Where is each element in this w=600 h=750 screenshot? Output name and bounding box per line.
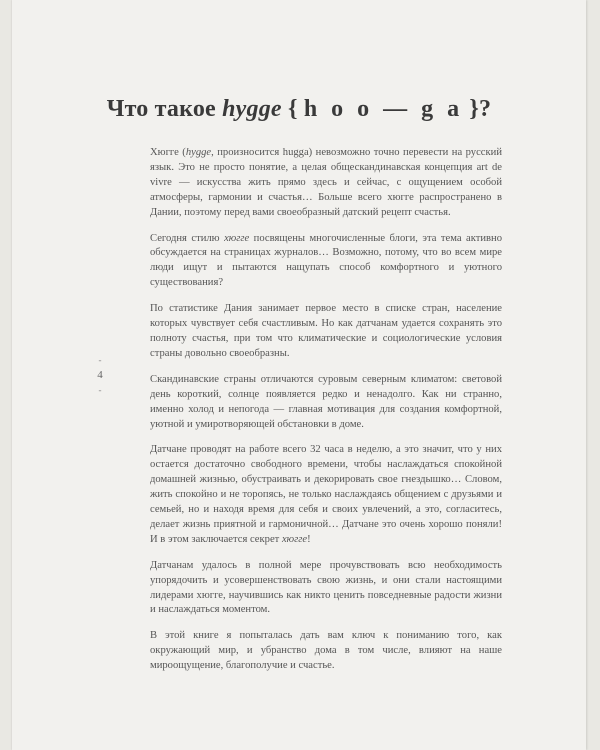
paragraph-italic-word: хюгге [224,232,250,244]
book-page [12,0,586,750]
paragraph [150,443,502,547]
page-number [93,356,107,400]
paragraph [150,302,502,362]
body-text [150,146,502,674]
paragraph [150,146,502,221]
paragraph [150,232,502,292]
title-word-hygge: hygge [222,96,282,123]
paragraph-text-continued: посвящены многочисленные блоги, эта тема активно обсуждается на страницах журналов… Возможно, потому, что во всем мире люди ищут и пытаются нащупать способ комфортного и уютного существования? [150,232,502,289]
title-pronunciation: h o o — g a [303,96,464,123]
paragraph-text: Скандинавские страны отличаются суровым северным климатом: световой день короткий, солнце появляется редко и ненадолго. Как ни странно, именно холод и непогода — главная мотивация для создания комфортной, уютной и умиротворяющей обстановки в доме. [150,373,502,430]
paragraph-text: В этой книге я попыталась дать вам ключ к пониманию того, как окружающий мир, и убранство дома в том числе, влияют на наше мироощущение, благополучие и счастье. [150,630,502,672]
paragraph-text: По статистике Дания занимает первое место в списке стран, население которых чувствует себя счастливым. Но как датчанам удается сохранять это полноту счастья, при том что климатические и социологические условия страны довольно своеобразны. [150,303,502,359]
paragraph-text: Сегодня стилю [150,232,225,244]
title-close-brace: }? [463,96,492,123]
paragraph-italic-word: хюгге [281,533,308,545]
page-number-dash-top: - [98,355,102,365]
paragraph [150,373,502,433]
page-title [12,96,586,123]
page-number-dash-bottom: - [98,385,102,395]
title-open-brace: { [281,96,304,123]
paragraph-text-continued: , произносится hugga) невозможно точно перевести на русский язык. Это не просто понятие, а целая общескандинавская концепция art de vivre — искусства жить прямо здесь и сейчас, с ощущением особой атмосферы, гармонии и счастья… Больше всего хюгге распространено в Дании, поэтому перед вами своеобразный датский рецепт счастья. [150,147,502,218]
paragraph-text-continued: ! [307,533,311,545]
paragraph-text: Датчанам удалось в полной мере прочувствовать всю необходимость упорядочить и усовершенствовать свою жизнь, и они стали настоящими лидерами хюгге, научившись как никто ценить повседневные радости жизни и наслаждаться моментом. [150,559,502,616]
paragraph-text: Хюгге ( [150,147,186,158]
paragraph-italic-word: hygge [185,147,212,158]
paragraph [150,559,502,619]
page-number-value: 4 [97,369,103,381]
paragraph-text: Датчане проводят на работе всего 32 часа в неделю, а это значит, что у них остается достаточно свободного времени, чтобы наслаждаться спокойной домашней жизнью, обустраивать и декорировать свое гнездышко… Словом, жить спокойно и не торопясь, не только наслаждаясь общением с друзьями и семьей, но и находя время для себя и своих увлечений, а это, согласитесь, делает жизнь приятной и гармоничной… Датчане это очень хорошо поняли! И в этом заключается секрет [150,444,502,545]
paragraph [150,629,502,674]
title-prefix: Что такое [106,96,223,123]
